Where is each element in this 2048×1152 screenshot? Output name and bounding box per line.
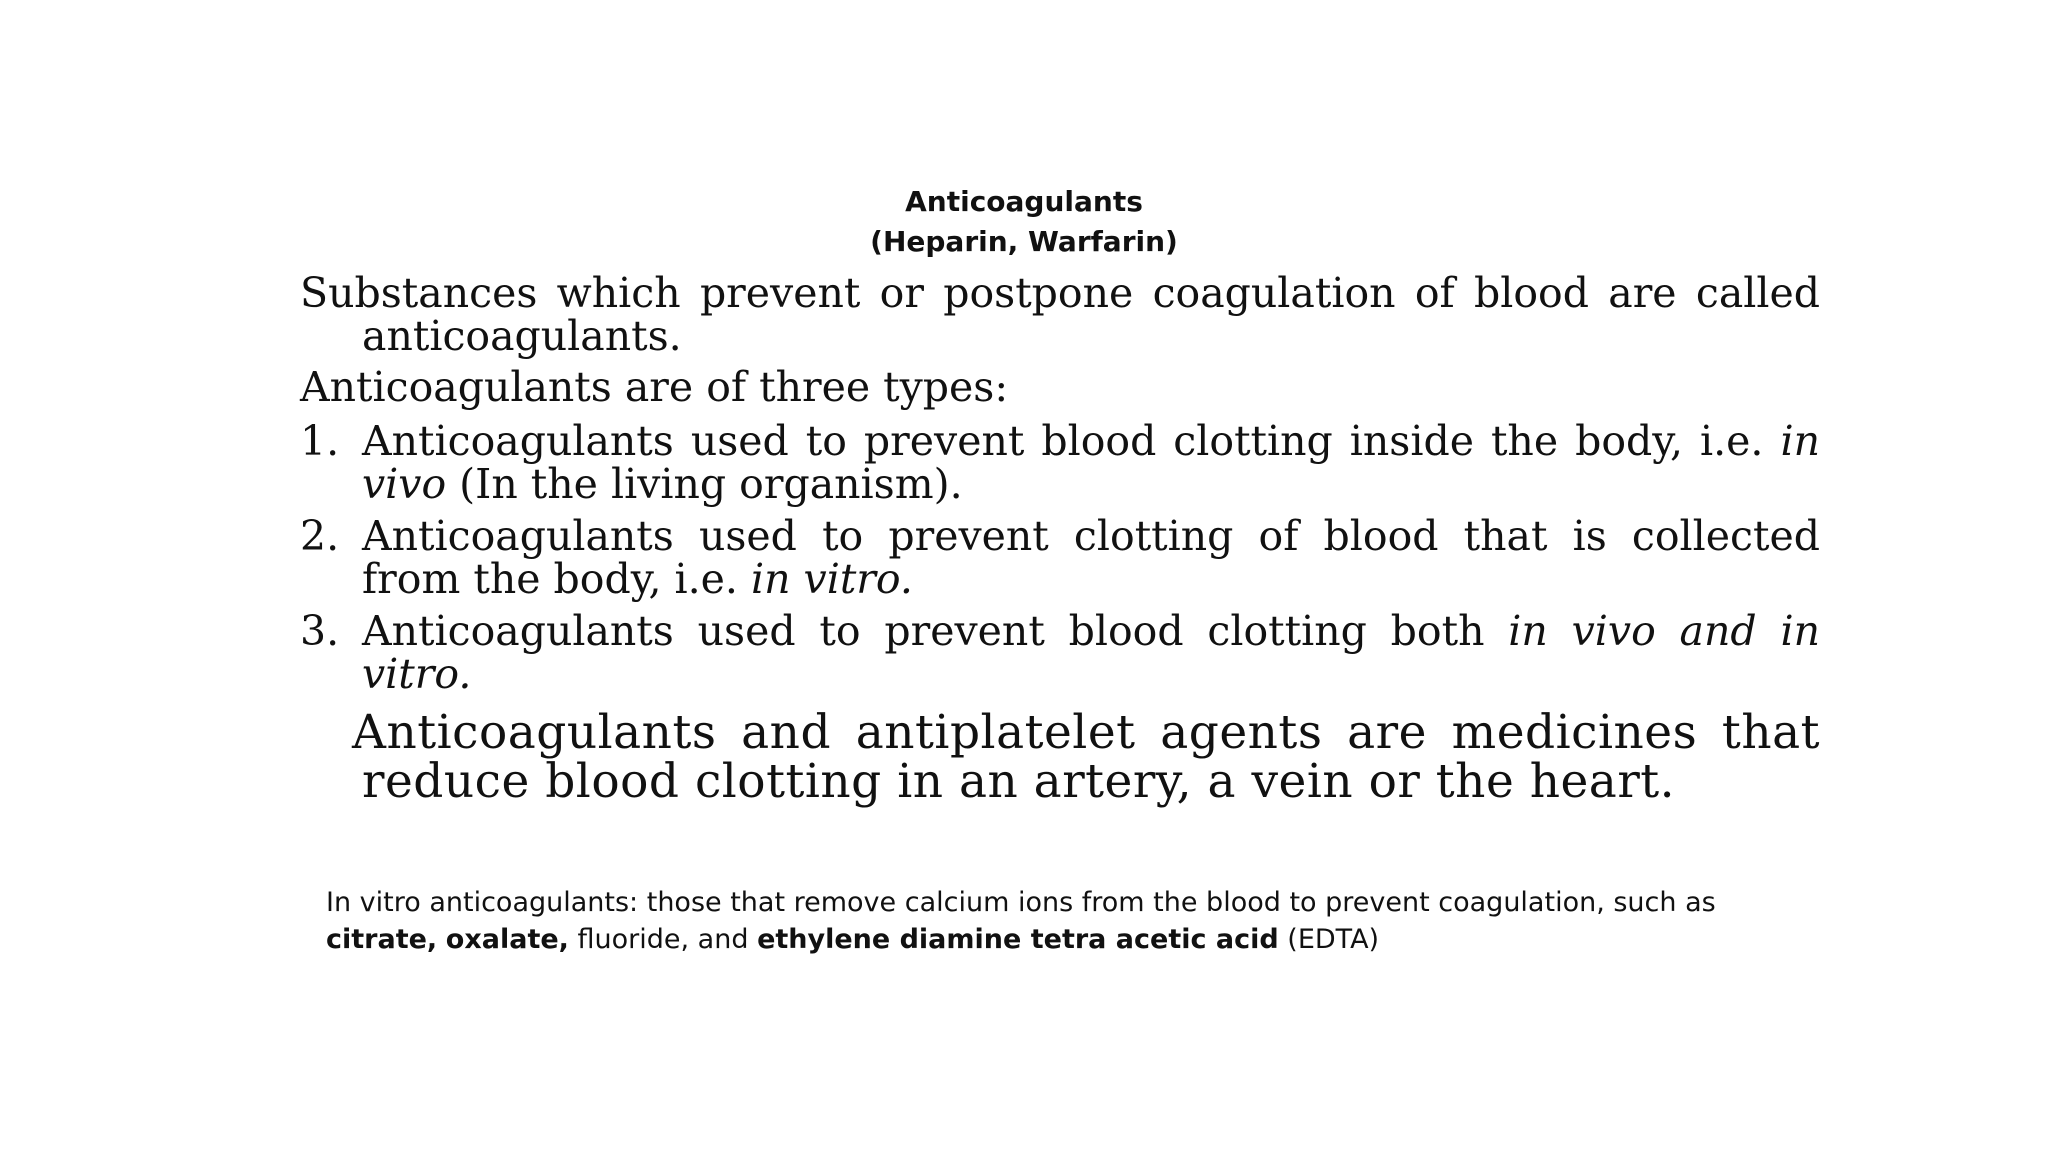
title-line-2: (Heparin, Warfarin) <box>870 225 1178 258</box>
note-middle: fluoride, and <box>577 924 749 955</box>
in-vitro-note <box>326 884 1796 958</box>
title-line-1: Anticoagulants <box>905 185 1143 218</box>
type-text: Anticoagulants used to prevent blood clotting inside the body, i.e. <box>362 417 1764 465</box>
type-text: Anticoagulants used to prevent blood clotting both <box>362 607 1485 655</box>
type-item-1 <box>300 417 1820 508</box>
type-number: 2. <box>300 512 340 560</box>
note-edta-abbr: (EDTA) <box>1287 924 1380 955</box>
type-number: 1. <box>300 417 340 465</box>
type-number: 3. <box>300 607 340 655</box>
type-emphasis: in vitro. <box>751 555 913 603</box>
type-item-3 <box>300 607 1820 698</box>
note-edta: ethylene diamine tetra acetic acid <box>757 924 1279 955</box>
type-emphasis: in vivo and in vitro. <box>362 607 1820 698</box>
type-emphasis: in vivo <box>362 417 1820 508</box>
type-tail: (In the living organism). <box>459 460 963 508</box>
type-text: Anticoagulants used to prevent clotting of blood that is collected from the body, i.e. <box>362 512 1820 603</box>
definition-paragraph: Substances which prevent or postpone coagulation of blood are called anticoagulants. <box>300 269 1820 360</box>
types-intro: Anticoagulants are of three types: <box>300 363 1009 411</box>
type-item-2 <box>300 512 1820 603</box>
note-lead: In vitro anticoagulants: those that remove calcium ions from the blood to prevent coagulation, such as <box>326 887 1716 918</box>
note-oxalate: oxalate, <box>445 924 569 955</box>
antiplatelet-statement: Anticoagulants and antiplatelet agents are medicines that reduce blood clotting in an artery, a vein or the heart. <box>352 705 1820 809</box>
note-citrate: citrate, <box>326 924 438 955</box>
slide-title <box>0 182 2048 262</box>
